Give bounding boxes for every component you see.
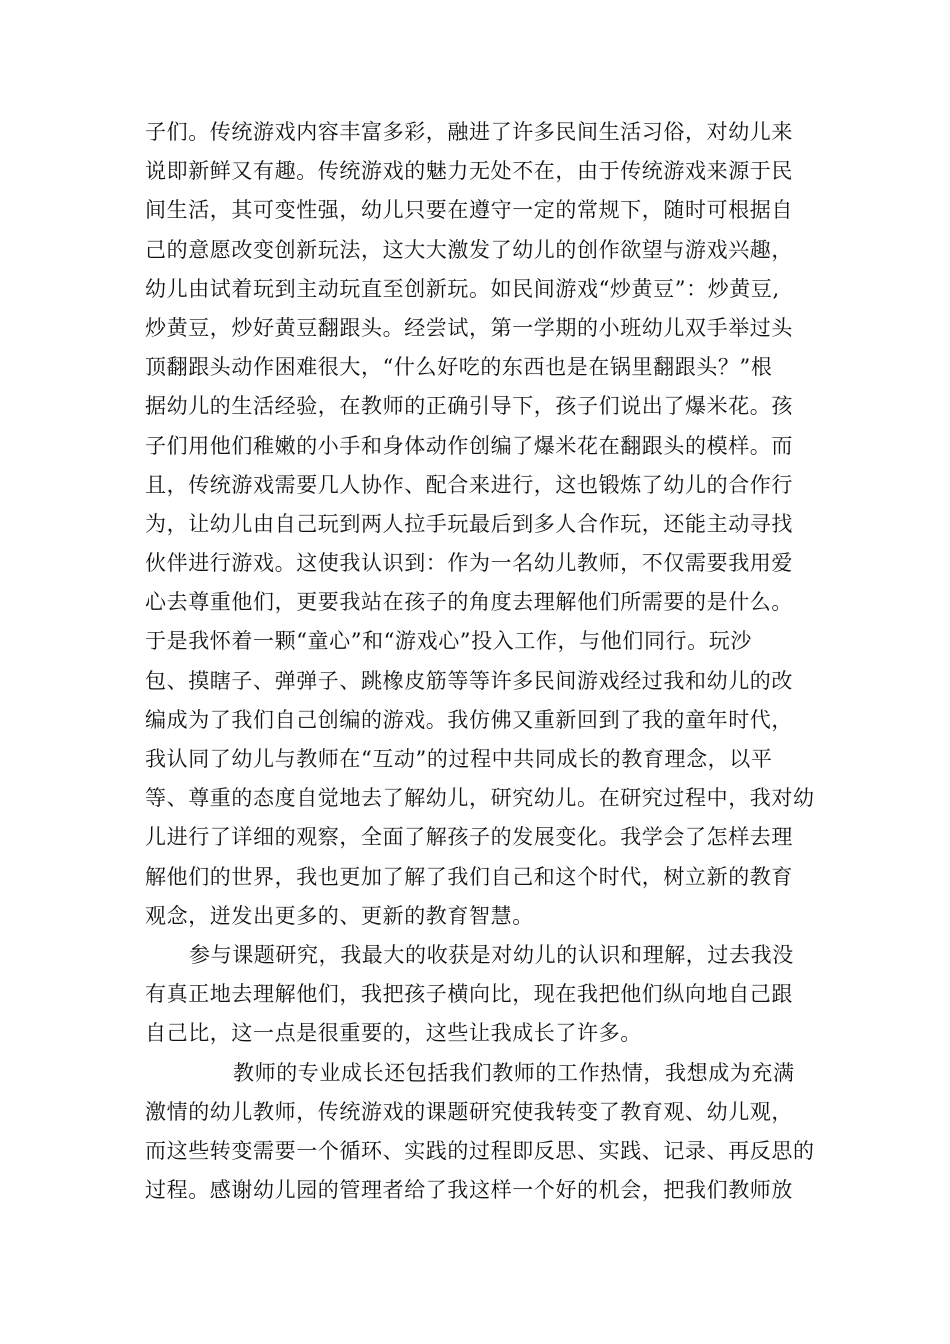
text-line: 炒黄豆，炒好黄豆翻跟头。经尝试，第一学期的小班幼儿双手举过头 [145, 315, 793, 340]
text-line: 伙伴进行游戏。这使我认识到：作为一名幼儿教师，不仅需要我用爱 [145, 551, 793, 576]
paragraph-start-line: 参与课题研究，我最大的收获是对幼儿的认识和理解，过去我没 [189, 942, 794, 967]
text-line: 说即新鲜又有趣。传统游戏的魅力无处不在，由于传统游戏来源于民 [145, 159, 793, 184]
text-line: 解他们的世界，我也更加了解了我们自己和这个时代，树立新的教育 [145, 864, 793, 889]
text-line: 且，传统游戏需要几人协作、配合来进行，这也锻炼了幼儿的合作行 [145, 472, 793, 497]
text-line: 儿进行了详细的观察，全面了解孩子的发展变化。我学会了怎样去理 [145, 825, 793, 850]
text-line: 顶翻跟头动作困难很大，“什么好吃的东西也是在锅里翻跟头？”根 [145, 355, 773, 380]
text-line: 有真正地去理解他们，我把孩子横向比，现在我把他们纵向地自己跟 [145, 982, 793, 1007]
text-line: 自己比，这一点是很重要的，这些让我成长了许多。 [145, 1021, 642, 1046]
text-line: 子们。传统游戏内容丰富多彩，融进了许多民间生活习俗，对幼儿来 [145, 120, 793, 144]
text-line: 编成为了我们自己创编的游戏。我仿佛又重新回到了我的童年时代， [145, 707, 793, 732]
text-line: 于是我怀着一颗“童心”和“游戏心”投入工作，与他们同行。玩沙 [145, 629, 752, 654]
text-line: 幼儿由试着玩到主动玩直至创新玩。如民间游戏“炒黄豆”：炒黄豆, [145, 276, 780, 301]
text-line: 激情的幼儿教师，传统游戏的课题研究使我转变了教育观、幼儿观， [145, 1099, 793, 1124]
text-line: 包、摸瞎子、弹弹子、跳橡皮筋等等许多民间游戏经过我和幼儿的改 [145, 668, 793, 693]
body-text [145, 113, 815, 1210]
text-line: 己的意愿改变创新玩法，这大大激发了幼儿的创作欲望与游戏兴趣， [145, 237, 793, 262]
text-line: 过程。感谢幼儿园的管理者给了我这样一个好的机会，把我们教师放 [145, 1178, 793, 1203]
text-line: 子们用他们稚嫩的小手和身体动作创编了爆米花在翻跟头的模样。而 [145, 433, 793, 458]
paragraph-start-line: 教师的专业成长还包括我们教师的工作热情，我想成为充满 [233, 1060, 795, 1085]
text-line: 等、尊重的态度自觉地去了解幼儿，研究幼儿。在研究过程中，我对幼 [145, 786, 815, 811]
text-line: 据幼儿的生活经验，在教师的正确引导下，孩子们说出了爆米花。孩 [145, 394, 793, 419]
text-line: 心去尊重他们，更要我站在孩子的角度去理解他们所需要的是什么。 [145, 590, 793, 615]
text-line: 为，让幼儿由自己玩到两人拉手玩最后到多人合作玩，还能主动寻找 [145, 511, 793, 536]
text-line: 观念，迸发出更多的、更新的教育智慧。 [145, 903, 534, 928]
text-line: 而这些转变需要一个循环、实践的过程即反思、实践、记录、再反思的 [145, 1138, 815, 1163]
text-line: 间生活，其可变性强，幼儿只要在遵守一定的常规下，随时可根据自 [145, 198, 793, 223]
text-line: 我认同了幼儿与教师在“互动”的过程中共同成长的教育理念，以平 [145, 747, 773, 771]
